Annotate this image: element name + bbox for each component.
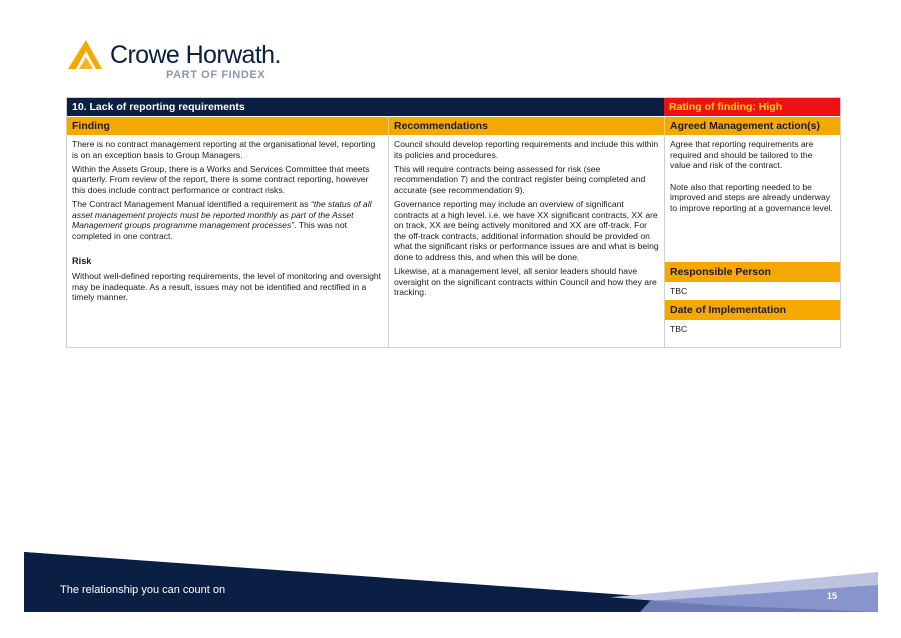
finding-title: 10. Lack of reporting requirements xyxy=(67,98,664,116)
action-paragraph: Agree that reporting requirements are required and should be tailored to the value and risk of the contract. xyxy=(670,139,814,171)
risk-paragraph: Without well-defined reporting requirements, the level of monitoring and oversight may be inadequate. As a result, issues may not be identified and rectified in a timely manner. xyxy=(72,270,382,303)
finding-quote: “the status of all asset management projects must be reported monthly as part of the Asset Management groups programme management processes” xyxy=(72,198,372,231)
finding-table xyxy=(66,97,841,348)
action-paragraph: Note also that reporting needed to be improved and steps are already underway to improve reporting at a governance level. xyxy=(670,181,833,213)
responsible-person-value: TBC xyxy=(670,286,688,296)
page-number: 15 xyxy=(827,591,838,601)
recommendation-paragraph: This will require contracts being assessed for risk (see recommendation 7) and the contract register being completed and accurate (see recommendation 9). xyxy=(394,163,646,195)
finding-column xyxy=(67,135,388,347)
risk-heading: Risk xyxy=(72,256,92,267)
recommendation-paragraph: Governance reporting may include an overview of significant contracts at a high level. i.e. we have XX significant contracts, XX are on track, XX are being actively monitored and XX are off-track. For the off-track contracts, additional information should be provided on what the significant risks or performance issues are and what is being done to address this, and when this will be done. xyxy=(394,198,659,262)
implementation-date-header: Date of Implementation xyxy=(665,300,840,320)
agreed-action-header: Agreed Management action(s) xyxy=(665,117,840,135)
recommendations-column xyxy=(389,135,664,347)
recommendation-paragraph: Likewise, at a management level, all senior leaders should have oversight on the significant contracts within Council and how they are tracking. xyxy=(394,266,657,298)
finding-header: Finding xyxy=(67,117,388,135)
rating-badge: Rating of finding: High xyxy=(664,98,840,116)
crowe-horwath-logo xyxy=(66,38,281,88)
finding-text: The Contract Management Manual identified a requirement as xyxy=(72,198,311,209)
footer-tagline: The relationship you can count on xyxy=(60,584,226,596)
finding-paragraph: There is no contract management reporting at the organisational level, reporting is on an exception basis to Group Managers. xyxy=(72,139,376,160)
agreed-action-column xyxy=(665,135,840,260)
logo-subtitle: PART OF FINDEX xyxy=(166,69,266,81)
finding-text: . This was not completed in one contract. xyxy=(72,220,347,241)
finding-paragraph xyxy=(72,199,383,241)
responsible-person-header: Responsible Person xyxy=(665,262,840,282)
logo-wordmark: Crowe Horwath. xyxy=(110,41,281,69)
recommendations-header: Recommendations xyxy=(389,117,664,135)
recommendation-paragraph: Council should develop reporting requirements and include this within its policies and procedures. xyxy=(394,139,659,160)
crowe-chevron-logo-icon xyxy=(66,38,106,70)
implementation-date-value: TBC xyxy=(670,324,688,334)
finding-paragraph: Within the Assets Group, there is a Works and Services Committee that meets quarterly. From review of the report, there is some contract reporting, however this does include contract performance or contract risks. xyxy=(72,163,370,195)
